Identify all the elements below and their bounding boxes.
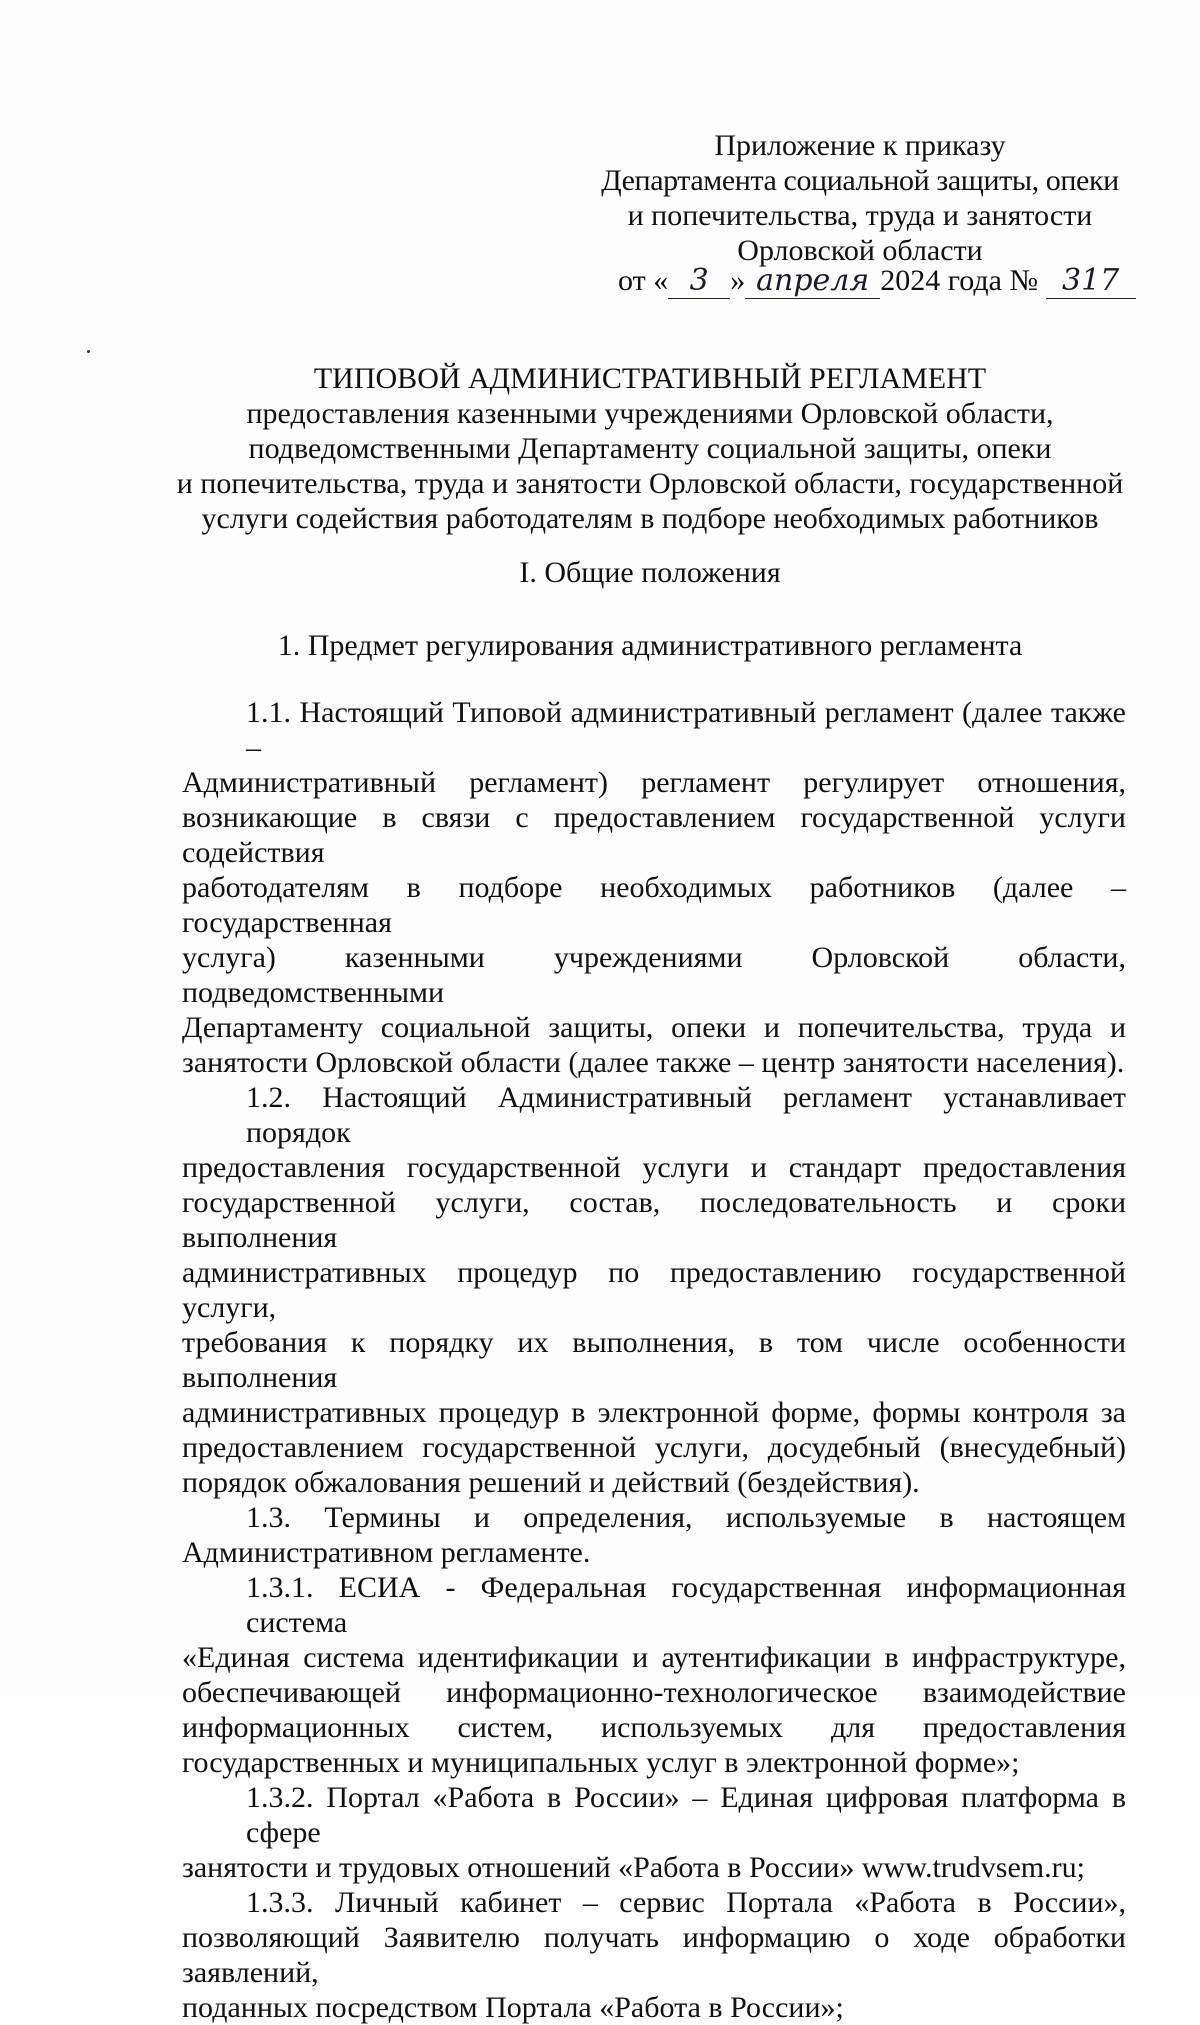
- appendix-line: Департамента социальной защиты, опеки: [601, 164, 1119, 197]
- date-prefix: от «: [618, 264, 669, 297]
- body-line: услуга) казенными учреждениями Орловской области, подведомственными: [182, 941, 1126, 1009]
- body-line: требования к порядку их выполнения, в том числе особенности выполнения: [182, 1326, 1126, 1394]
- title-line: услуги содействия работодателям в подборе необходимых работников: [201, 502, 1099, 535]
- section-heading: I. Общие положения: [519, 556, 781, 589]
- body-line: занятости и трудовых отношений «Работа в России» www.trudvsem.ru;: [182, 1851, 1085, 1884]
- body-line: 1.3.2. Портал «Работа в России» – Единая цифровая платформа в сфере: [246, 1781, 1126, 1849]
- scan-speck: [87, 350, 90, 353]
- body-line: Департаменту социальной защиты, опеки и попечительства, труда и: [182, 1011, 1126, 1044]
- body-line: 1.1. Настоящий Типовой административный регламент (далее также –: [246, 696, 1126, 764]
- body-line: предоставления государственной услуги и стандарт предоставления: [182, 1151, 1126, 1184]
- body-line: позволяющий Заявителю получать информацию о ходе обработки заявлений,: [182, 1921, 1126, 1989]
- date-day-handwritten: 3: [689, 263, 709, 298]
- body-line: порядок обжалования решений и действий (бездействия).: [182, 1466, 920, 1499]
- body-line: 1.3.1. ЕСИА - Федеральная государственная информационная система: [246, 1571, 1126, 1639]
- body-line: обеспечивающей информационно-технологическое взаимодействие: [182, 1676, 1126, 1709]
- body-line: занятости Орловской области (далее также – центр занятости населения).: [182, 1046, 1125, 1079]
- title-line: и попечительства, труда и занятости Орловской области, государственной: [176, 467, 1124, 500]
- body-line: 1.2. Настоящий Административный регламент устанавливает порядок: [246, 1081, 1126, 1149]
- body-line: государственных и муниципальных услуг в электронной форме»;: [182, 1746, 1020, 1779]
- title-line: предоставления казенными учреждениями Орловской области,: [246, 397, 1054, 430]
- body-line: 1.3. Термины и определения, используемые в настоящем: [246, 1501, 1126, 1534]
- body-line: Административный регламент) регламент регулирует отношения,: [182, 766, 1126, 799]
- body-line: работодателям в подборе необходимых работников (далее – государственная: [182, 871, 1126, 939]
- body-line: возникающие в связи с предоставлением государственной услуги содействия: [182, 801, 1126, 869]
- title-heading: ТИПОВОЙ АДМИНИСТРАТИВНЫЙ РЕГЛАМЕНТ: [313, 362, 987, 395]
- body-line: поданных посредством Портала «Работа в России»;: [182, 1991, 844, 2024]
- date-month-handwritten: апреля: [756, 263, 870, 298]
- body-line: предоставлением государственной услуги, досудебный (внесудебный): [182, 1431, 1126, 1464]
- body-line: информационных систем, используемых для предоставления: [182, 1711, 1126, 1744]
- body-line: административных процедур по предоставлению государственной услуги,: [182, 1256, 1126, 1324]
- body-line: «Единая система идентификации и аутентификации в инфраструктуре,: [182, 1641, 1126, 1674]
- order-number-field: [1046, 263, 1136, 299]
- appendix-line: Орловской области: [737, 234, 983, 267]
- date-day-field: [668, 263, 730, 299]
- appendix-header: [600, 128, 1120, 268]
- body-line: государственной услуги, состав, последовательность и сроки выполнения: [182, 1186, 1126, 1254]
- title-line: подведомственными Департаменту социальной защиты, опеки: [248, 432, 1052, 465]
- body-line: административных процедур в электронной форме, формы контроля за: [182, 1396, 1126, 1429]
- document-body: [182, 695, 1126, 2025]
- body-line: 1.3.3. Личный кабинет – сервис Портала «Работа в России»,: [246, 1886, 1126, 1919]
- document-title: [170, 361, 1130, 536]
- appendix-line: Приложение к приказу: [714, 129, 1006, 162]
- date-quote-close: »: [730, 264, 746, 297]
- date-year-text: 2024 года №: [880, 264, 1039, 297]
- date-month-field: [745, 263, 880, 299]
- order-date-line: [618, 263, 1136, 299]
- body-line: Административном регламенте.: [182, 1536, 591, 1569]
- section-subheading: 1. Предмет регулирования административного регламента: [277, 629, 1023, 662]
- order-number-handwritten: 317: [1061, 263, 1120, 298]
- appendix-line: и попечительства, труда и занятости: [627, 199, 1093, 232]
